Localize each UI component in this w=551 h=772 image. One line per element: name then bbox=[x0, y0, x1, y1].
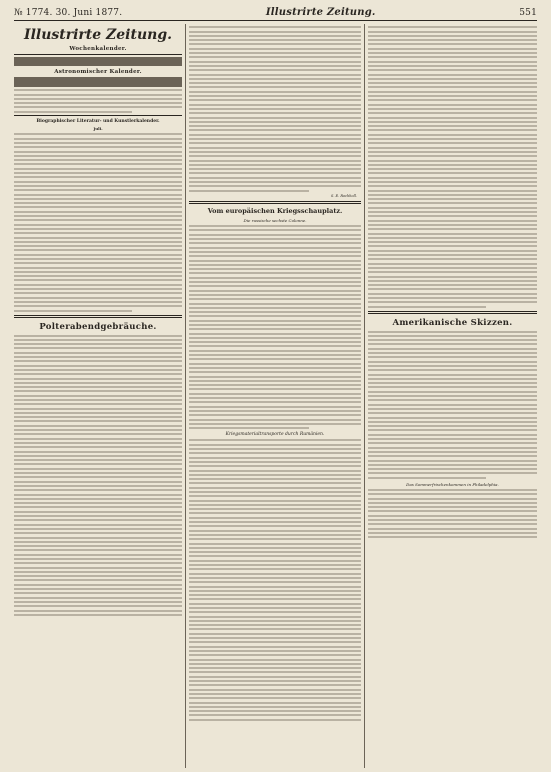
issue-number: № 1774. 30. Juni 1877. bbox=[14, 7, 123, 18]
running-title: Illustrirte Zeitung. bbox=[265, 7, 376, 18]
column-rule bbox=[185, 24, 186, 768]
weekly-calendar-heading: Wochenkalender. bbox=[69, 46, 127, 52]
left-column bbox=[14, 24, 182, 768]
astronomical-notes bbox=[14, 89, 182, 112]
transport-article-body bbox=[189, 439, 361, 720]
american-sketches-heading: Amerikanische Skizzen. bbox=[392, 317, 513, 328]
article-continuation-right bbox=[368, 26, 537, 307]
war-theatre-subheading: Die russische sechste Colonne. bbox=[243, 217, 307, 223]
weekly-calendar-table bbox=[14, 57, 182, 66]
column-rule bbox=[364, 24, 365, 768]
divider bbox=[14, 115, 182, 116]
war-article-body bbox=[189, 225, 361, 429]
astronomical-calendar-table bbox=[14, 77, 182, 87]
bio-calendar-entries bbox=[14, 133, 182, 311]
sketches-subheading: Das Sommerfrischenkommen in Philadelphia. bbox=[406, 481, 499, 487]
section-divider bbox=[189, 201, 361, 204]
bio-calendar-heading: Biographischer Literatur- und Kunstlerkalender. bbox=[36, 119, 160, 125]
calendar-masthead: Illustrirte Zeitung. bbox=[24, 27, 172, 43]
american-sketches-body bbox=[368, 331, 537, 479]
article-continuation bbox=[189, 26, 361, 191]
right-column bbox=[368, 24, 537, 768]
astronomical-calendar-heading: Astronomischer Kalender. bbox=[54, 69, 142, 75]
page-header bbox=[14, 5, 537, 21]
section-divider bbox=[14, 315, 182, 318]
bio-calendar-month: Juli. bbox=[93, 126, 103, 132]
middle-column bbox=[189, 24, 361, 768]
sketches-sub-body bbox=[368, 489, 537, 538]
article-body-polterabend bbox=[14, 335, 182, 616]
transport-subheading: Kriegsmaterialtransporte durch Rumänien. bbox=[225, 432, 325, 438]
article-signature: S. E. Rochholl. bbox=[331, 193, 357, 198]
article-heading-polterabend: Polterabendgebräuche. bbox=[39, 321, 157, 332]
war-theatre-heading: Vom europäischen Kriegsschauplatz. bbox=[207, 206, 343, 215]
divider bbox=[14, 54, 182, 55]
section-divider bbox=[368, 311, 537, 314]
page-number: 551 bbox=[519, 7, 537, 18]
